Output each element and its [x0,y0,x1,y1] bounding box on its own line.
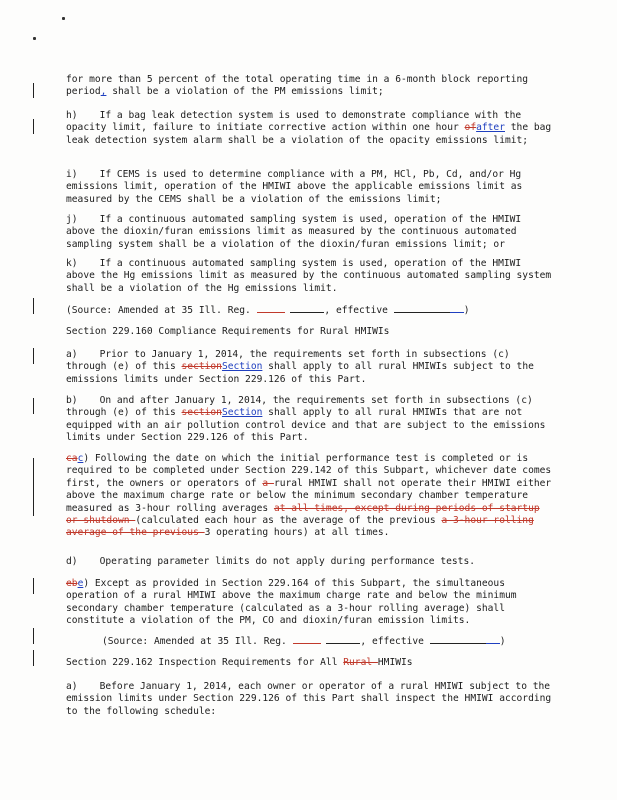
subsection-text: 3 operating hours) at all times. [204,527,390,539]
item-i-text: If CEMS is used to determine compliance with a PM, HCl, Pb, Cd, and/or Hg emissions limit, operation of the HMIWI above the applicable emissions limit as measured by the CEMS shall be a violation of the emissions limit; [66,169,523,205]
subsection-text: Prior to January 1, 2014, the requirements set forth in subsections (c) through (e) of this [66,349,510,373]
item-h-text-b: the bag leak detection system alarm shall be a violation of the opacity emissions limit; [66,122,552,146]
source-note-mid: , effective [324,305,388,316]
item-j-text: If a continuous automated sampling system is used, operation of the HMIWI above the dioxin/furan emissions limit as measured by the continuous automated sampling system shall be a violation of the dioxin/furan emissions limit; or [66,214,522,250]
blank-effective-inserted [486,634,500,644]
change-bar [33,83,34,98]
blank-reg [326,634,360,644]
subsection-text: On and after January 1, 2014, the requirements set forth in subsections (c) through (e) of this [66,395,533,419]
inserted-comma: , [100,86,107,98]
scan-speck [62,17,65,20]
inserted-text: after [476,122,505,134]
deleted-text: at all times, except during periods of startup or shutdown [66,502,540,527]
source-note-suffix: ) [499,636,506,647]
inserted-text: e [77,578,84,589]
subsection-text: Operating parameter limits do not apply during performance tests. [99,556,475,567]
item-k-text: If a continuous automated sampling system is used, operation of the HMIWI above the Hg emissions limit as measured by the continuous automated sampling system shall be a violation of the Hg emissions limit. [66,258,552,294]
subsection-label: a) [66,349,78,360]
top-fragment [66,74,554,99]
change-bar [33,578,34,594]
section-162-heading [66,657,554,669]
deleted-text: of [464,122,477,134]
change-bar [33,458,34,516]
subsection-label: a) [66,681,78,692]
change-bar [33,398,34,414]
blank-reg-deleted [293,634,321,644]
subsection-text: Before January 1, 2014, each owner or operator of a rural HMIWI subject to the emission limits under Section 229.126 of this Part shall inspect the HMIWI according to the following schedule: [66,681,552,717]
section-160-heading [66,326,554,338]
source-note-suffix: ) [463,305,470,316]
subsection-label: d) [66,556,78,567]
item-i [66,169,554,206]
deleted-text: eb [66,578,78,589]
blank-effective-inserted [450,303,464,313]
deleted-text: section [181,361,222,373]
section-160-b [66,395,554,445]
subsection-label: b) [66,395,78,406]
subsection-text: rural HMIWI shall not operate their HMIWI either above the maximum charge rate or below the minimum secondary chamber temperature measured as 3-hour rolling averages [66,477,552,514]
source-note-mid: , effective [360,636,424,647]
change-bar [33,628,34,644]
top-fragment-rest: shall be a violation of the PM emissions limit; [106,86,384,98]
deleted-text: a [262,477,274,489]
blank-effective [430,634,486,644]
change-bar [33,650,34,666]
deleted-text: a 3-hour rolling average of the previous [66,515,534,539]
section-heading-a: Section 229.162 Inspection Requirements for All [66,657,344,668]
change-bar [33,119,34,134]
section-160-a [66,349,554,386]
section-heading: Section 229.160 Compliance Requirements for Rural HMIWIs [66,326,390,337]
subsection-text: shall apply to all rural HMIWIs that are not equipped with an air pollution control device and that are subject to the emissions limits under Section 229.126 of this Part. [66,407,546,444]
blank-effective [394,303,450,313]
item-h-text-a: If a bag leak detection system is used to demonstrate compliance with the opacity limit, failure to initiate corrective action within one hour [66,110,522,134]
source-note-1 [66,303,554,317]
top-fragment-period: period [66,86,101,98]
scan-speck [33,37,36,40]
section-162-a [66,681,554,718]
source-note-2 [102,634,562,648]
section-160-c [66,453,554,540]
subsection-text: shall apply to all rural HMIWIs subject to the emissions limits under Section 229.126 of this Part. [66,361,534,385]
top-fragment-line1: for more than 5 percent of the total operating time in a 6-month block reporting [66,74,529,85]
deleted-text: section [181,407,222,419]
change-bar [33,348,34,364]
inserted-text: Section [221,407,263,419]
source-note-prefix: (Source: Amended at 35 Ill. Reg. [66,305,251,316]
item-i-label: i) [66,169,78,180]
item-j [66,214,554,251]
subsection-text: ) Except as provided in Section 229.164 of this Subpart, the simultaneous operation of a rural HMIWI above the maximum charge rate and below the minimum secondary chamber temperature (calculated as a 3-hour rolling average) shall constitute a violation of the PM, CO and dioxin/furan emission limits. [66,578,517,627]
deleted-text: ca [66,453,78,464]
item-k [66,258,554,295]
deleted-text: Rural [343,657,378,668]
blank-reg [290,303,324,313]
source-note-prefix: (Source: Amended at 35 Ill. Reg. [102,636,287,647]
item-h-label: h) [66,110,78,121]
item-h [66,110,554,147]
change-bar [33,298,34,314]
section-160-d [66,556,554,568]
subsection-text: (calculated each hour as the average of the previous [135,515,442,527]
blank-reg-deleted [257,303,285,313]
subsection-text: ) Following the date on which the initial performance test is completed or is required to be completed under Section 229.142 of this Subpart, whichever date comes first, the owners or operators of [66,453,552,489]
section-160-e [66,578,554,628]
section-heading-b: HMIWIs [377,657,413,668]
inserted-text: Section [221,361,263,373]
item-j-label: j) [66,214,78,225]
item-k-label: k) [66,258,78,269]
inserted-text: c [77,453,84,464]
